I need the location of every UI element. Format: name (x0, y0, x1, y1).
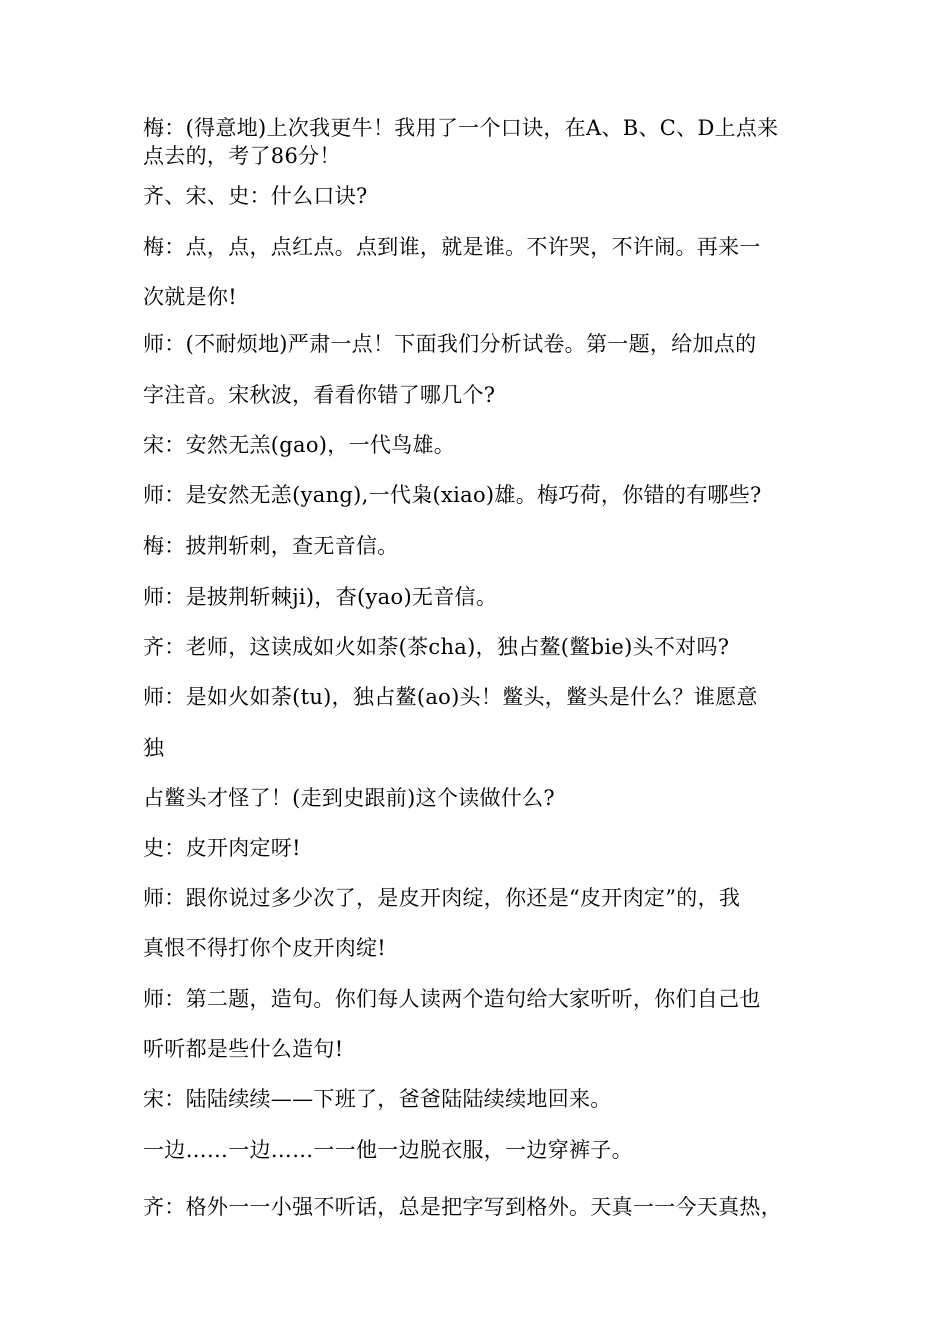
text-line: 师：跟你说过多少次了，是皮开肉绽，你还是“皮开肉定”的，我 (143, 886, 741, 910)
text-line: 齐、宋、史：什么口诀? (143, 184, 368, 208)
text-line: 宋：陆陆续续——下班了，爸爸陆陆续续地回来。 (143, 1087, 612, 1111)
text-line: 一边……一边……一一他一边脱衣服，一边穿裤子。 (143, 1138, 633, 1162)
text-line: 字注音。宋秋波，看看你错了哪几个? (143, 383, 496, 407)
text-line: 齐：格外一一小强不听话，总是把字写到格外。天真一一今天真热， (143, 1195, 782, 1219)
text-line: 宋：安然无羔(gao)，一代鸟雄。 (143, 433, 456, 457)
text-line: 师：是披荆斩棘ji)，杳(yao)无音信。 (143, 585, 498, 609)
text-line: 独 (143, 736, 165, 760)
text-line: 师：是如火如荼(tu)，独占鳌(ao)头！鳖头，鳖头是什么？谁愿意 (143, 685, 758, 709)
text-line: 师：(不耐烦地)严肃一点！下面我们分析试卷。第一题，给加点的 (143, 332, 757, 356)
text-line: 听听都是些什么造句! (143, 1037, 344, 1061)
text-line: 真恨不得打你个皮开肉绽! (143, 936, 387, 960)
text-line: 史：皮开肉定呀! (143, 836, 301, 860)
text-line: 次就是你! (143, 285, 237, 309)
text-line: 梅：披荆斩刺，查无音信。 (143, 534, 399, 558)
text-line: 师：是安然无恙(yang),一代枭(xiao)雄。梅巧荷，你错的有哪些? (143, 483, 762, 507)
text-line: 齐：老师，这读成如火如荼(茶cha)，独占鳌(鳖bie)头不对吗? (143, 635, 730, 659)
text-line: 梅：(得意地)上次我更牛！我用了一个口诀，在A、B、C、D上点来 (143, 116, 779, 140)
text-line: 占鳖头才怪了！(走到史跟前)这个读做什么? (143, 786, 555, 810)
text-line: 点去的，考了86分！ (143, 144, 341, 168)
text-line: 师：第二题，造句。你们每人读两个造句给大家听听，你们自己也 (143, 987, 761, 1011)
text-line: 梅：点，点，点红点。点到谁，就是谁。不许哭，不许闹。再来一 (143, 235, 761, 259)
